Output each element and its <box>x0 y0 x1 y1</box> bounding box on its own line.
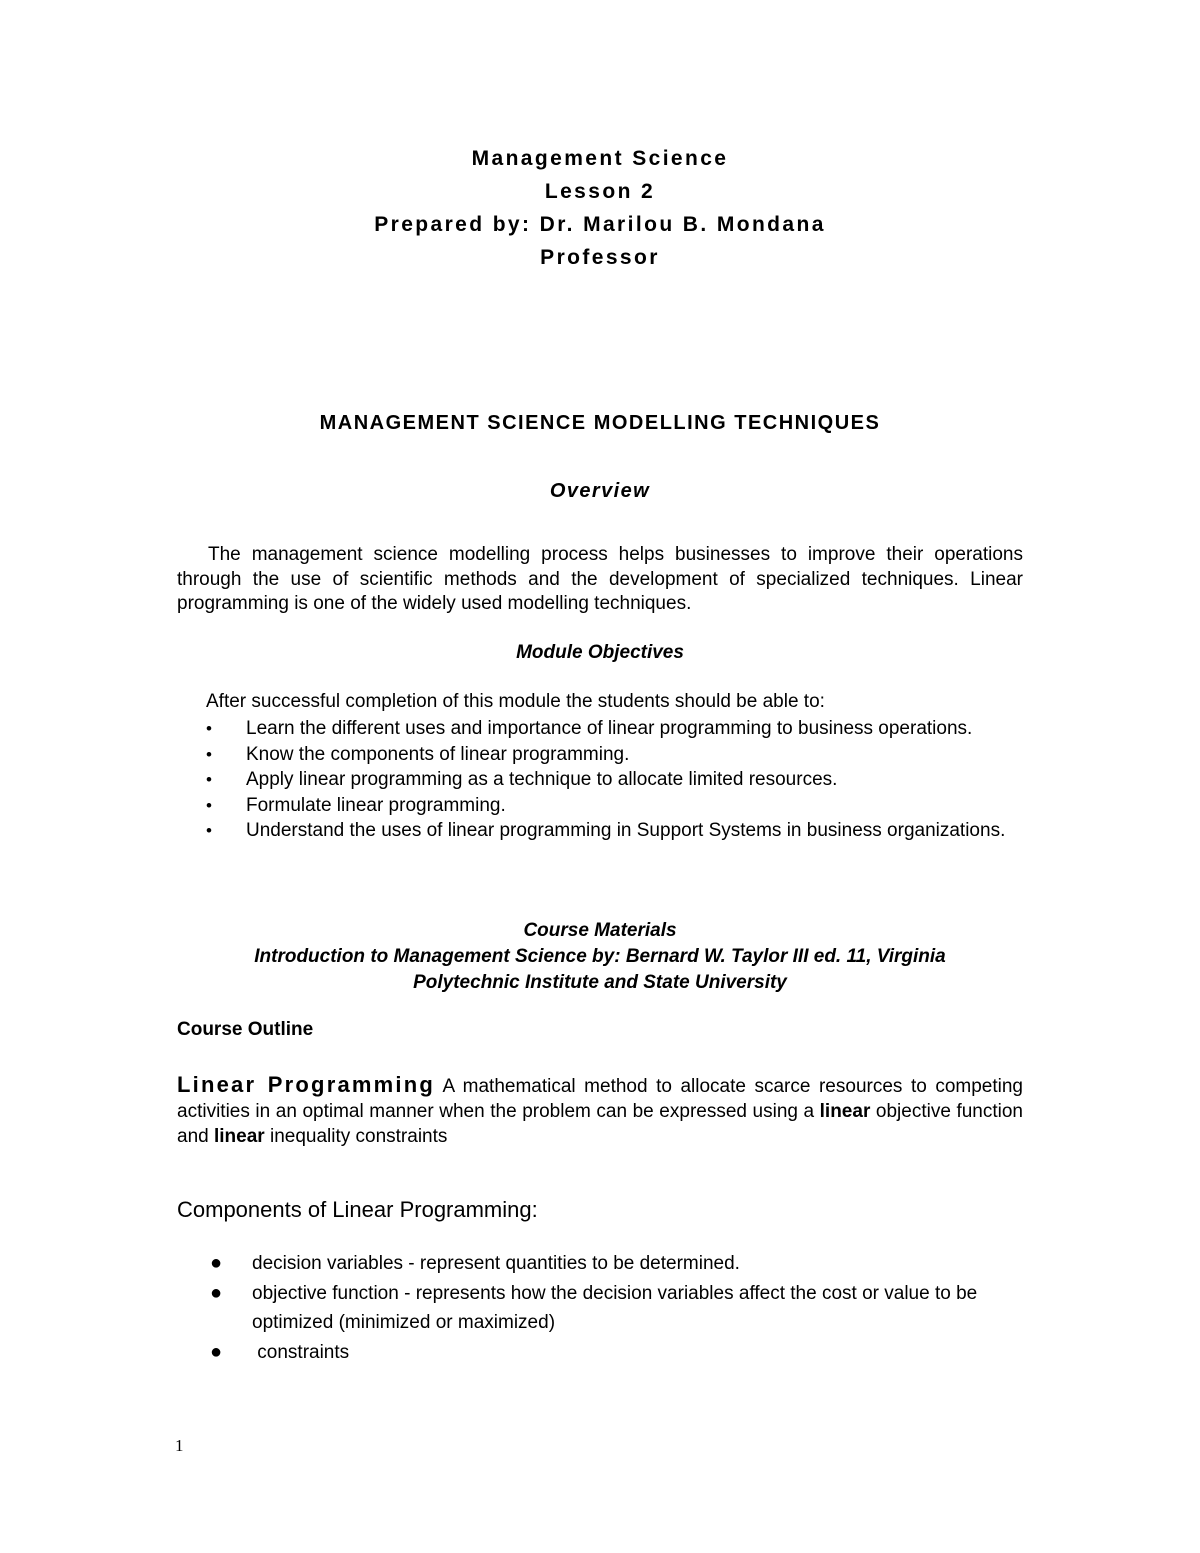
bullet-icon: • <box>206 719 212 738</box>
objective-item <box>177 716 1023 742</box>
overview-paragraph: The management science modelling process helps businesses to improve their operations through the use of scientific methods and the development of specialized techniques. Linear programming is one of the widely used modelling techniques. <box>177 544 1023 614</box>
materials-heading: Course Materials <box>523 920 677 941</box>
bullet-icon: • <box>206 744 212 764</box>
definition-bold-1: linear <box>819 1101 871 1122</box>
bullet-icon: • <box>206 821 212 840</box>
bullet-icon: ● <box>210 1252 223 1274</box>
linear-programming-term: Linear Programming <box>177 1072 436 1097</box>
definition-text-2: objective function and <box>177 1101 1024 1147</box>
course-outline-heading: Course Outline <box>177 1019 314 1040</box>
objective-text: Apply linear programming as a technique to allocate limited resources. <box>246 769 838 790</box>
objective-item <box>177 793 1023 819</box>
bullet-icon: ● <box>210 1282 223 1304</box>
author-role: Professor <box>540 246 660 269</box>
linear-programming-definition <box>177 1072 1023 1149</box>
components-heading: Components of Linear Programming: <box>177 1197 538 1222</box>
objectives-heading: Module Objectives <box>516 642 684 663</box>
component-text: constraints <box>252 1342 350 1363</box>
components-list <box>177 1249 1023 1368</box>
component-text: objective function - represents how the decision variables affect the cost or value to be optimized (minimized or maximized) <box>252 1283 978 1333</box>
page-number: 1 <box>175 1436 184 1455</box>
main-title: MANAGEMENT SCIENCE MODELLING TECHNIQUES <box>319 412 881 434</box>
component-text: decision variables - represent quantities to be determined. <box>252 1253 740 1274</box>
lesson-number: Lesson 2 <box>544 180 656 203</box>
objective-item <box>177 767 1023 793</box>
materials-line-2: Polytechnic Institute and State University <box>413 972 787 993</box>
component-item <box>177 1249 1023 1278</box>
component-item <box>177 1338 1023 1367</box>
definition-bold-2: linear <box>213 1126 265 1147</box>
definition-text-1: A mathematical method to allocate scarce resources to competing activities in an optimal manner when the problem can be expressed using a <box>177 1076 1023 1122</box>
prepared-by: Prepared by: Dr. Marilou B. Mondana <box>374 213 826 236</box>
objectives-list <box>177 716 1023 844</box>
definition-text-3: inequality constraints <box>264 1126 448 1147</box>
objective-item <box>177 742 1023 768</box>
objective-text: Understand the uses of linear programming in Support Systems in business organizations. <box>246 820 1006 841</box>
bullet-icon: • <box>206 795 212 815</box>
objective-text: Know the components of linear programming. <box>246 743 630 765</box>
objective-text: Learn the different uses and importance of linear programming to business operations. <box>246 718 973 739</box>
bullet-icon: • <box>206 770 212 789</box>
component-item <box>177 1279 1023 1337</box>
bullet-icon: ● <box>210 1341 223 1363</box>
overview-heading: Overview <box>549 480 651 502</box>
course-title: Management Science <box>471 147 729 170</box>
objective-item <box>177 818 1023 844</box>
objective-text: Formulate linear programming. <box>246 794 506 816</box>
objectives-intro: After successful completion of this module the students should be able to: <box>206 691 825 712</box>
materials-line-1: Introduction to Management Science by: Bernard W. Taylor III ed. 11, Virginia <box>254 946 946 967</box>
